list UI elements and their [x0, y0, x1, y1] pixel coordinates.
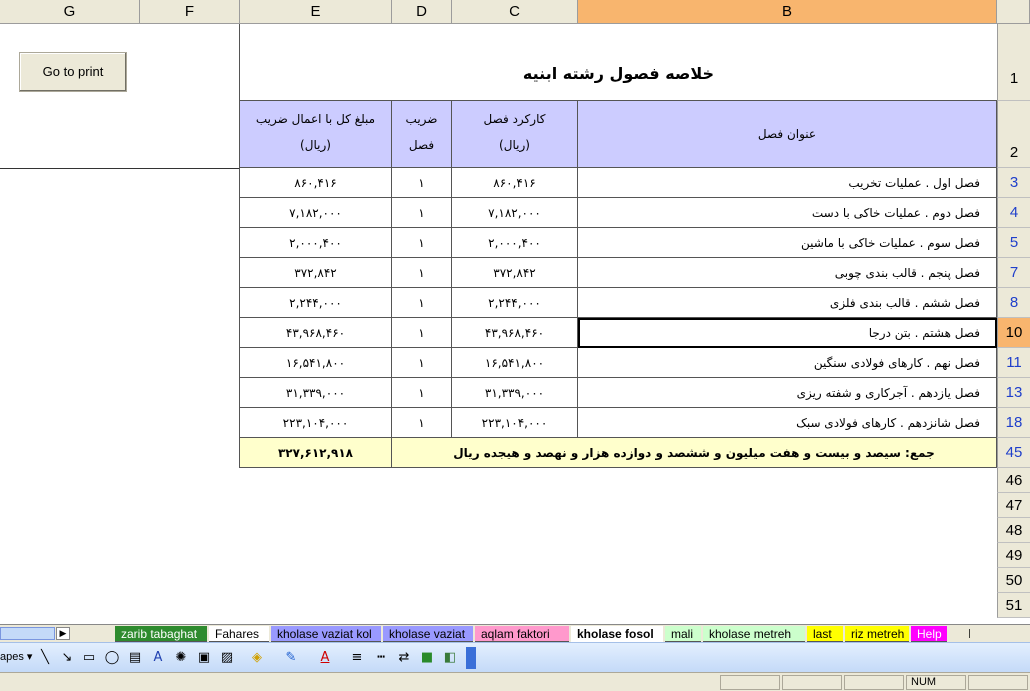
header-total [240, 101, 392, 168]
sheet-tab[interactable]: kholase vaziat kol [271, 626, 381, 642]
horizontal-scrollbar[interactable] [0, 627, 55, 640]
line-style-icon[interactable]: ≡ [351, 650, 363, 665]
header-total-line1: مبلغ کل با اعمال ضریب [255, 112, 376, 126]
work-amount-cell[interactable]: ۳۷۲,۸۴۲ [452, 258, 578, 288]
work-amount-cell[interactable]: ۲۲۳,۱۰۴,۰۰۰ [452, 408, 578, 438]
column-header-b[interactable]: B [578, 0, 997, 24]
chapter-name-cell[interactable]: فصل ششم . قالب بندی فلزی [578, 288, 997, 318]
status-panel-5 [968, 675, 1028, 690]
coefficient-cell[interactable]: ۱ [392, 258, 452, 288]
row-header-8[interactable]: 8 [997, 288, 1030, 318]
go-to-print-button[interactable]: Go to print [19, 52, 127, 92]
work-amount-cell[interactable]: ۸۶۰,۴۱۶ [452, 168, 578, 198]
status-num: NUM [906, 675, 966, 690]
3d-icon[interactable]: ◧ [443, 650, 457, 665]
row-header-48[interactable]: 48 [997, 518, 1030, 543]
sheet-tab[interactable]: last [807, 626, 843, 642]
total-value-cell[interactable]: ۳۲۷,۶۱۲,۹۱۸ [240, 438, 392, 468]
row-header-50[interactable]: 50 [997, 568, 1030, 593]
total-amount-cell[interactable]: ۲,۲۴۴,۰۰۰ [240, 288, 392, 318]
row-header-45[interactable]: 45 [997, 438, 1030, 468]
coefficient-cell[interactable]: ۱ [392, 378, 452, 408]
row-header-46[interactable]: 46 [997, 468, 1030, 493]
chapter-name-cell[interactable]: فصل پنجم . قالب بندی چوبی [578, 258, 997, 288]
font-color-icon[interactable]: A [320, 650, 330, 665]
work-amount-cell[interactable]: ۲,۲۴۴,۰۰۰ [452, 288, 578, 318]
oval-icon[interactable]: ◯ [104, 650, 120, 665]
total-amount-cell[interactable]: ۳۱,۳۳۹,۰۰۰ [240, 378, 392, 408]
sheet-tab[interactable]: kholase vaziat [383, 626, 473, 642]
chapter-name-cell[interactable]: فصل دوم . عملیات خاکی با دست [578, 198, 997, 228]
sheet-tab[interactable]: Help [911, 626, 947, 642]
row-header-2[interactable]: 2 [997, 101, 1030, 168]
header-work [452, 101, 578, 168]
total-amount-cell[interactable]: ۷,۱۸۲,۰۰۰ [240, 198, 392, 228]
row-header-51[interactable]: 51 [997, 593, 1030, 618]
select-all-corner[interactable] [997, 0, 1030, 24]
row-header-13[interactable]: 13 [997, 378, 1030, 408]
status-bar [0, 672, 1030, 691]
autoshapes-menu[interactable]: apes ▾ [0, 651, 33, 663]
sheet-tab[interactable]: mali [665, 626, 701, 642]
coefficient-cell[interactable]: ۱ [392, 348, 452, 378]
status-panel-1 [720, 675, 780, 690]
sheet-tab[interactable]: riz metreh [845, 626, 909, 642]
row-header-1[interactable]: 1 [997, 24, 1030, 101]
total-amount-cell[interactable]: ۱۶,۵۴۱,۸۰۰ [240, 348, 392, 378]
work-amount-cell[interactable]: ۴۳,۹۶۸,۴۶۰ [452, 318, 578, 348]
header-coef-line1: ضریب [405, 112, 438, 126]
header-coef [392, 101, 452, 168]
chapter-name-cell[interactable]: فصل شانزدهم . کارهای فولادی سبک [578, 408, 997, 438]
row-header-47[interactable]: 47 [997, 493, 1030, 518]
sheet-tab[interactable]: kholase fosol [571, 626, 663, 642]
coefficient-cell[interactable]: ۱ [392, 288, 452, 318]
sheet-title: خلاصه فصول رشته ابنیه [522, 64, 715, 83]
work-amount-cell[interactable]: ۳۱,۳۳۹,۰۰۰ [452, 378, 578, 408]
arrow-icon[interactable]: ↘ [61, 650, 73, 665]
sheet-tab[interactable]: aqlam faktori [475, 626, 569, 642]
row-header-10[interactable]: 10 [997, 318, 1030, 348]
scroll-right-icon[interactable]: ▶ [56, 627, 70, 640]
coefficient-cell[interactable]: ۱ [392, 228, 452, 258]
work-amount-cell[interactable]: ۷,۱۸۲,۰۰۰ [452, 198, 578, 228]
line-icon[interactable]: ╲ [41, 650, 49, 665]
row-header-49[interactable]: 49 [997, 543, 1030, 568]
sheet-tab[interactable]: kholase metreh [703, 626, 805, 642]
total-amount-cell[interactable]: ۲,۰۰۰,۴۰۰ [240, 228, 392, 258]
clipart-icon[interactable]: ▣ [197, 650, 211, 665]
tab-navigation-icons[interactable]: | [968, 629, 977, 639]
drawing-toolbar [0, 642, 1030, 672]
dash-style-icon[interactable]: ┅ [377, 650, 385, 665]
coefficient-cell[interactable]: ۱ [392, 168, 452, 198]
rectangle-icon[interactable]: ▭ [82, 650, 96, 665]
column-header-bar [0, 0, 1030, 24]
diagram-icon[interactable]: ✺ [175, 650, 187, 665]
total-amount-cell[interactable]: ۴۳,۹۶۸,۴۶۰ [240, 318, 392, 348]
chapter-name-cell[interactable]: فصل سوم . عملیات خاکی با ماشین [578, 228, 997, 258]
chapter-name-cell[interactable]: فصل یازدهم . آجرکاری و شفته ریزی [578, 378, 997, 408]
line-color-icon[interactable]: ✎ [285, 650, 297, 665]
coefficient-cell[interactable]: ۱ [392, 318, 452, 348]
column-header-g[interactable]: G [0, 0, 140, 24]
header-coef-line2: فصل [408, 138, 435, 152]
chapter-name-cell[interactable]: فصل هشتم . بتن درجا [578, 318, 997, 348]
header-total-line2: (ریال) [300, 138, 331, 152]
chapter-name-cell[interactable]: فصل اول . عملیات تخریب [578, 168, 997, 198]
column-header-c[interactable]: C [452, 0, 578, 24]
sheet-tab[interactable]: Fahares [209, 626, 269, 642]
coefficient-cell[interactable]: ۱ [392, 408, 452, 438]
total-label-cell[interactable]: جمع: سیصد و بیست و هفت میلیون و ششصد و دوازده هزار و نهصد و هیجده ریال [392, 438, 997, 468]
row-header-3[interactable]: 3 [997, 168, 1030, 198]
status-panel-3 [844, 675, 904, 690]
header-work-line2: (ریال) [499, 138, 530, 152]
picture-icon[interactable]: ▨ [220, 650, 234, 665]
coefficient-cell[interactable]: ۱ [392, 198, 452, 228]
column-header-f[interactable]: F [140, 0, 240, 24]
total-amount-cell[interactable]: ۳۷۲,۸۴۲ [240, 258, 392, 288]
chapter-name-cell[interactable]: فصل نهم . کارهای فولادی سنگین [578, 348, 997, 378]
column-header-e[interactable]: E [240, 0, 392, 24]
work-amount-cell[interactable]: ۲,۰۰۰,۴۰۰ [452, 228, 578, 258]
header-chapter-title: عنوان فصل [578, 101, 997, 168]
row-header-7[interactable]: 7 [997, 258, 1030, 288]
sheet-tab[interactable]: zarib tabaghat [115, 626, 207, 642]
total-amount-cell[interactable]: ۲۲۳,۱۰۴,۰۰۰ [240, 408, 392, 438]
header-work-line1: کارکرد فصل [483, 112, 546, 126]
row-header-5[interactable]: 5 [997, 228, 1030, 258]
work-amount-cell[interactable]: ۱۶,۵۴۱,۸۰۰ [452, 348, 578, 378]
row-header-4[interactable]: 4 [997, 198, 1030, 228]
fill-color-icon[interactable]: ◈ [252, 650, 262, 665]
toolbar-options-icon[interactable] [466, 647, 476, 669]
textbox-icon[interactable]: ▤ [128, 650, 142, 665]
row-header-11[interactable]: 11 [997, 348, 1030, 378]
arrow-style-icon[interactable]: ⇄ [398, 650, 410, 665]
status-panel-2 [782, 675, 842, 690]
row-header-18[interactable]: 18 [997, 408, 1030, 438]
wordart-icon[interactable]: A [153, 650, 163, 665]
total-amount-cell[interactable]: ۸۶۰,۴۱۶ [240, 168, 392, 198]
sheet-tab-bar [0, 624, 1030, 642]
shadow-icon[interactable]: ■ [420, 650, 434, 665]
column-header-d[interactable]: D [392, 0, 452, 24]
